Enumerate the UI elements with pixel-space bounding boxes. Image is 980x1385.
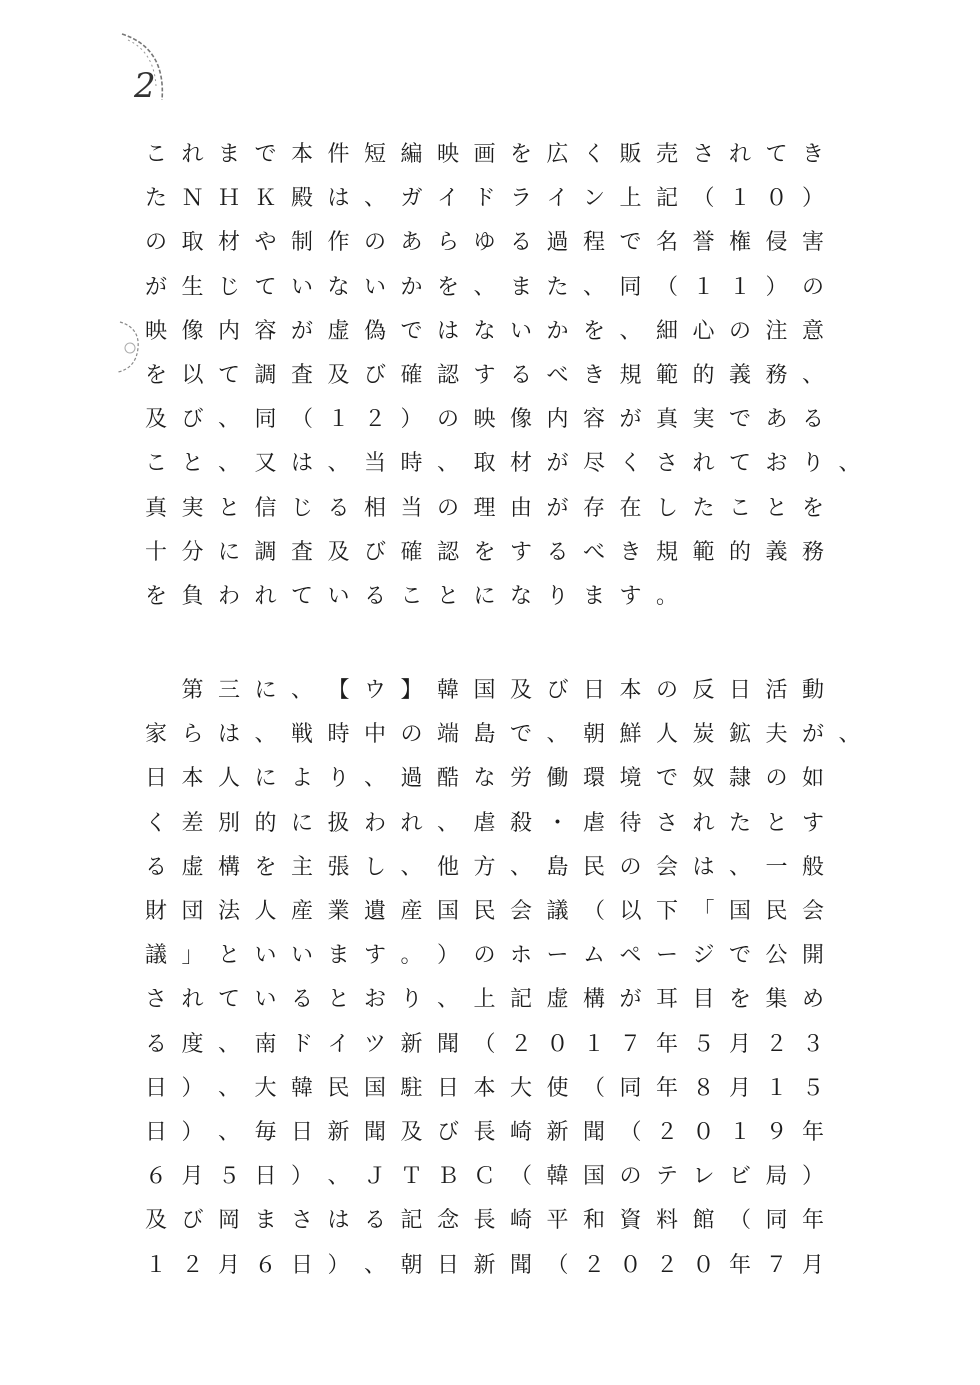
text-line: を 負 わ れ て い る こ と に な り ま す 。 [144, 584, 678, 609]
text-line: く 差 別 的 に 扱 わ れ 、 虐 殺 ・ 虐 待 さ れ た と す [144, 810, 824, 836]
text-line: こ と 、 又 は 、 当 時 、 取 材 が 尽 く さ れ て お り 、 [144, 451, 861, 477]
text-line: 家 ら は 、 戦 時 中 の 端 島 で 、 朝 鮮 人 炭 鉱 夫 が 、 [144, 722, 861, 748]
text-line: 及 び 、 同 （ １ ２ ） の 映 像 内 容 が 真 実 で あ る [144, 407, 824, 433]
text-line: ６ 月 ５ 日 ） 、 Ｊ Ｔ Ｂ Ｃ （ 韓 国 の テ レ ビ 局 ） [144, 1164, 824, 1190]
text-line: １ ２ 月 ６ 日 ） 、 朝 日 新 聞 （ ２ ０ ２ ０ 年 ７ 月 [144, 1252, 824, 1278]
text-line: 財 団 法 人 産 業 遺 産 国 民 会 議 （ 以 下 「 国 民 会 [144, 899, 824, 924]
text-line: た Ｎ Ｈ Ｋ 殿 は 、 ガ イ ド ラ イ ン 上 記 （ １ ０ ） [144, 186, 824, 212]
text-line: 十 分 に 調 査 及 び 確 認 を す る べ き 規 範 的 義 務 [144, 539, 824, 565]
text-line: 第 三 に 、 【 ウ 】 韓 国 及 び 日 本 の 反 日 活 動 [181, 678, 824, 703]
text-line: 映 像 内 容 が 虚 偽 で は な い か を 、 細 心 の 注 意 [144, 318, 824, 344]
text-line: 真 実 と 信 じ る 相 当 の 理 由 が 存 在 し た こ と を [144, 495, 824, 521]
text-line: 議 」 と い い ま す 。 ） の ホ ー ム ペ ー ジ で 公 開 [144, 943, 824, 969]
text-line: る 度 、 南 ド イ ツ 新 聞 （ ２ ０ １ ７ 年 ５ 月 ２ ３ [144, 1031, 824, 1057]
text-line: が 生 じ て い な い か を 、 ま た 、 同 （ １ １ ） の [144, 274, 824, 300]
text-line: 及 び 岡 ま さ は る 記 念 長 崎 平 和 資 料 館 （ 同 年 [144, 1208, 824, 1234]
text-line: 日 ） 、 毎 日 新 聞 及 び 長 崎 新 聞 （ ２ ０ １ ９ 年 [144, 1120, 824, 1145]
text-line: 日 ） 、 大 韓 民 国 駐 日 本 大 使 （ 同 年 ８ 月 １ ５ [144, 1075, 824, 1101]
text-line: 日 本 人 に よ り 、 過 酷 な 労 働 環 境 で 奴 隷 の 如 [144, 766, 824, 792]
text-line: こ れ ま で 本 件 短 編 映 画 を 広 く 販 売 さ れ て き [144, 142, 824, 167]
page-number: 2 [134, 66, 156, 106]
text-line: る 虚 構 を 主 張 し 、 他 方 、 島 民 の 会 は 、 一 般 [144, 854, 824, 880]
text-line: を 以 て 調 査 及 び 確 認 す る べ き 規 範 的 義 務 、 [144, 363, 824, 388]
text-line: の 取 材 や 制 作 の あ ら ゆ る 過 程 で 名 誉 権 侵 害 [144, 230, 824, 256]
text-line: さ れ て い る と お り 、 上 記 虚 構 が 耳 目 を 集 め [144, 987, 824, 1013]
